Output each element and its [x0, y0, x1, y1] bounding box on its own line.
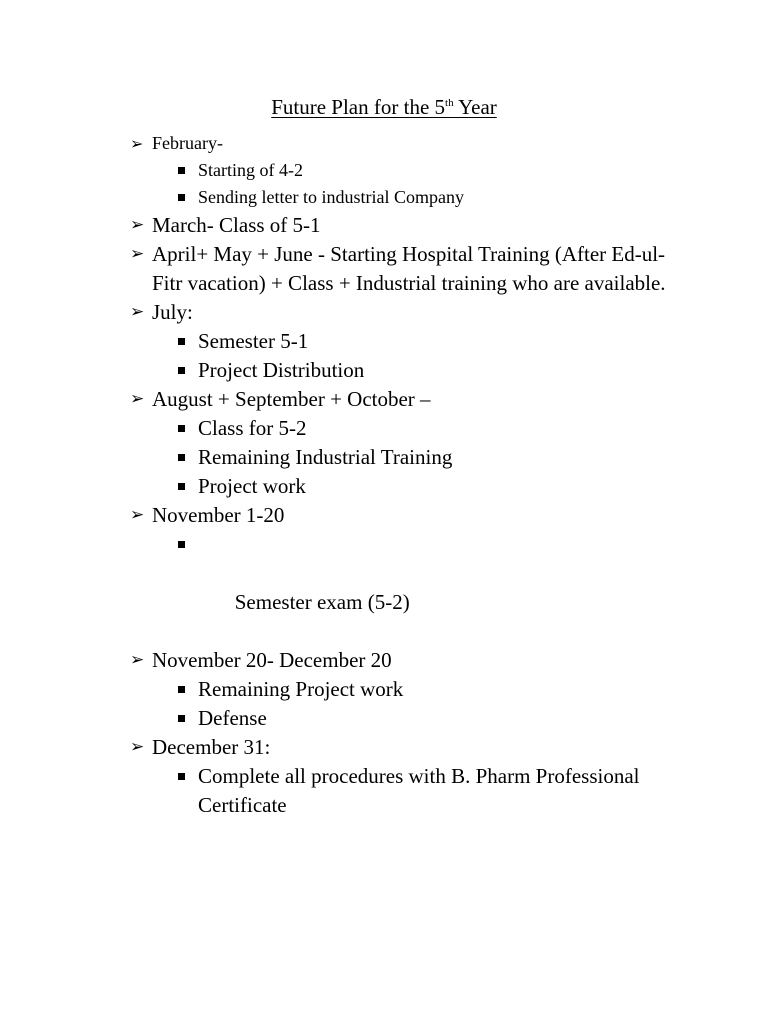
square-bullet-icon [178, 715, 185, 722]
sub-list-item [130, 443, 690, 472]
sub-list-item [130, 675, 690, 704]
page-title-text [271, 95, 497, 119]
arrow-bullet-icon: ➢ [130, 737, 145, 757]
square-bullet-icon [178, 194, 185, 201]
list-item [130, 385, 690, 414]
list-item [130, 211, 690, 240]
arrow-bullet-icon: ➢ [130, 134, 144, 153]
title-main: Future Plan for the 5 [271, 95, 446, 119]
sub-list-item [130, 530, 690, 646]
sub-list-item [130, 762, 690, 820]
plan-list [130, 130, 690, 820]
square-bullet-icon [178, 167, 185, 174]
list-item [130, 501, 690, 530]
title-superscript: th [445, 97, 454, 109]
arrow-bullet-icon: ➢ [130, 244, 145, 264]
square-bullet-icon [178, 483, 185, 490]
sub-list-item [130, 704, 690, 733]
list-item-label: February- [152, 133, 223, 153]
arrow-bullet-icon: ➢ [130, 650, 145, 670]
sub-list-item [130, 327, 690, 356]
sub-list-item-label: Semester exam (5-2) [229, 590, 410, 614]
sub-list-item-label: Project Distribution [198, 358, 365, 382]
square-bullet-icon [178, 338, 185, 345]
list-item-label: November 20- December 20 [152, 648, 392, 672]
list-item-label: April+ May + June - Starting Hospital Training (After Ed-ul-Fitr vacation) + Class + Industrial training who are available. [152, 242, 666, 295]
list-item-label: August + September + October – [152, 387, 431, 411]
sub-list-item-label: Complete all procedures with B. Pharm Professional Certificate [198, 764, 640, 817]
arrow-bullet-icon: ➢ [130, 389, 145, 409]
square-bullet-icon [178, 541, 185, 548]
list-item-label: March- Class of 5-1 [152, 213, 321, 237]
square-bullet-icon [178, 425, 185, 432]
arrow-bullet-icon: ➢ [130, 505, 145, 525]
sub-list-item [130, 157, 690, 184]
arrow-bullet-icon: ➢ [130, 302, 145, 322]
sub-list-item-label: Class for 5-2 [198, 416, 307, 440]
sub-list-item [130, 356, 690, 385]
list-item [130, 240, 690, 298]
sub-list-item-label: Remaining Industrial Training [198, 445, 453, 469]
sub-list-item-label: Remaining Project work [198, 677, 404, 701]
list-item-label: July: [152, 300, 193, 324]
sub-list-item [130, 414, 690, 443]
list-item [130, 646, 690, 675]
sub-list-item-label: Semester 5-1 [198, 329, 309, 353]
list-item-label: December 31: [152, 735, 271, 759]
sub-list-item [130, 184, 690, 211]
sub-list-item-label: Sending letter to industrial Company [198, 187, 464, 207]
list-item [130, 298, 690, 327]
page-title [0, 93, 768, 121]
list-item [130, 130, 690, 157]
sub-list-item-label: Starting of 4-2 [198, 160, 303, 180]
square-bullet-icon [178, 773, 185, 780]
arrow-bullet-icon: ➢ [130, 215, 145, 235]
list-item [130, 733, 690, 762]
square-bullet-icon [178, 454, 185, 461]
sub-list-item [130, 472, 690, 501]
square-bullet-icon [178, 686, 185, 693]
sub-list-item-label: Defense [198, 706, 267, 730]
title-end: Year [453, 95, 497, 119]
sub-list-item-label: Project work [198, 474, 306, 498]
list-item-label: November 1-20 [152, 503, 285, 527]
square-bullet-icon [178, 367, 185, 374]
